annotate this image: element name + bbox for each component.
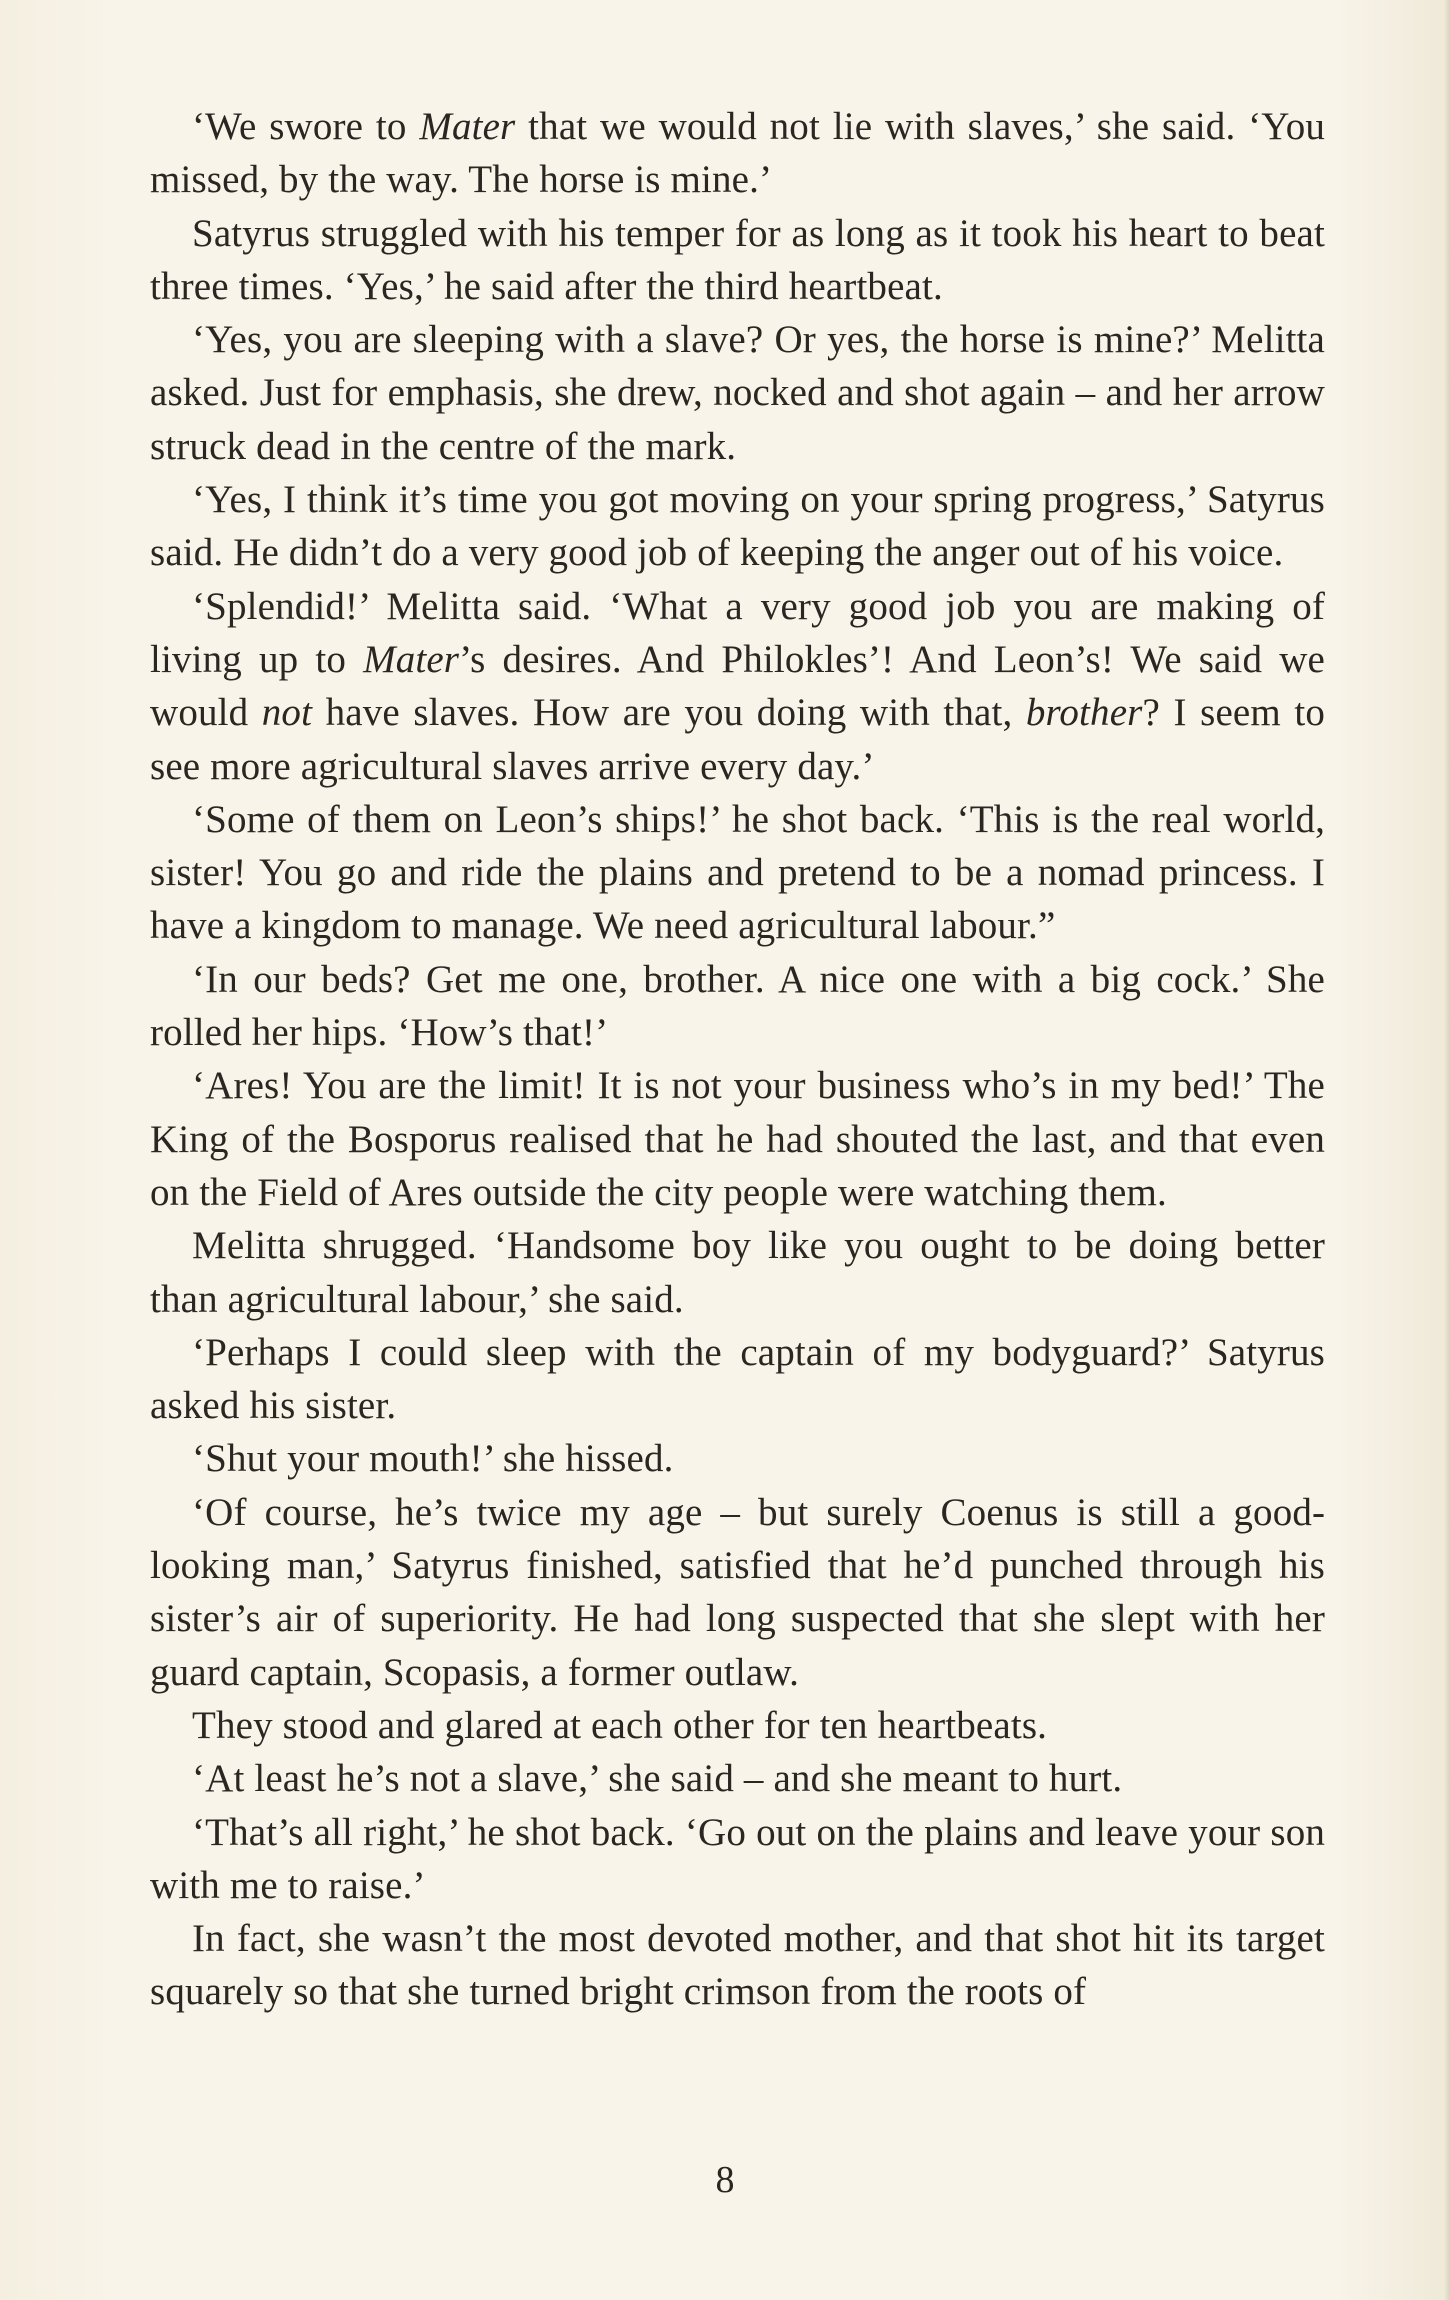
- paragraph: [150, 100, 1325, 207]
- paragraph: [150, 1912, 1325, 2019]
- paragraph: [150, 580, 1325, 793]
- text-run: ‘That’s all right,’ he shot back. ‘Go out on the plains and leave your son with me to raise.’: [150, 1810, 1325, 1907]
- paragraph: [150, 953, 1325, 1060]
- text-run: They stood and glared at each other for ten heartbeats.: [192, 1703, 1048, 1747]
- paragraph: [150, 1219, 1325, 1326]
- paragraph: [150, 1486, 1325, 1699]
- text-run: have slaves. How are you doing with that,: [312, 691, 1026, 735]
- text-run: ‘Yes, I think it’s time you got moving on your spring progress,’ Satyrus said. He didn’t do a very good job of keeping the anger out of his voice.: [150, 478, 1325, 575]
- text-run: In fact, she wasn’t the most devoted mother, and that shot hit its target squarely so that she turned bright crimson from the roots of: [150, 1917, 1325, 2014]
- italic-text: brother: [1025, 691, 1143, 735]
- text-run: ‘At least he’s not a slave,’ she said – and she meant to hurt.: [192, 1757, 1123, 1801]
- italic-text: not: [261, 691, 313, 735]
- text-run: ‘Perhaps I could sleep with the captain of my bodyguard?’ Satyrus asked his sister.: [150, 1330, 1325, 1428]
- text-run: Satyrus struggled with his temper for as long as it took his heart to beat three times. ‘Yes,’ he said after the third heartbeat.: [150, 211, 1325, 308]
- text-run: ‘Shut your mouth!’ she hissed.: [192, 1437, 674, 1481]
- paragraph: [150, 313, 1325, 473]
- text-run: ‘Ares! You are the limit! It is not your business who’s in my bed!’ The King of the Bosporus realised that he had shouted the last, and that even on the Field of Ares outside the city people were watching them.: [150, 1064, 1325, 1214]
- page-edge: [1444, 0, 1450, 2300]
- paragraph: [150, 1326, 1325, 1433]
- text-run: ‘In our beds? Get me one, brother. A nice one with a big cock.’ She rolled her hips. ‘How’s that!’: [150, 957, 1325, 1055]
- text-run: ’s desires. And Philokles’! And Leon’s! We said we would: [150, 637, 1326, 735]
- paragraph: [150, 1699, 1325, 1752]
- paragraph: [150, 207, 1325, 314]
- text-run: ? I seem to see more agricultural slaves arrive every day.’: [150, 691, 1326, 788]
- paragraph: [150, 1806, 1325, 1913]
- text-run: ‘Of course, he’s twice my age – but surely Coenus is still a goodlooking man,’ Satyrus finished, satisfied that he’d punched through his sister’s air of superiority. He had long suspected that she slept with her guard captain, Scopasis, a former outlaw.: [150, 1490, 1325, 1694]
- text-run: Melitta shrugged. ‘Handsome boy like you ought to be doing better than agricultural labour,’ she said.: [150, 1224, 1325, 1321]
- text-run: that we would not lie with slaves,’ she said. ‘You missed, by the way. The horse is mine.’: [150, 105, 1325, 202]
- paragraph: [150, 1059, 1325, 1219]
- text-run: ‘Some of them on Leon’s ships!’ he shot back. ‘This is the real world, sister! You go and ride the plains and pretend to be a nomad princess. I have a kingdom to manage. We need agricultural labour.”: [150, 797, 1325, 948]
- italic-text: Mater: [419, 105, 516, 148]
- paragraph: [150, 1752, 1325, 1805]
- text-run: ‘Yes, you are sleeping with a slave? Or yes, the horse is mine?’ Melitta asked. Just for emphasis, she drew, nocked and shot again – and her arrow struck dead in the centre of the mark.: [150, 318, 1325, 468]
- text-run: ‘We swore to: [192, 105, 420, 148]
- paragraph: [150, 793, 1325, 953]
- paragraph: [150, 473, 1325, 580]
- body-text: [150, 100, 1325, 2019]
- text-run: ‘Splendid!’ Melitta said. ‘What a very good job you are making of living up to: [150, 584, 1325, 681]
- page-number: 8: [715, 2159, 735, 2201]
- italic-text: Mater: [363, 637, 460, 681]
- paragraph: [150, 1432, 1325, 1485]
